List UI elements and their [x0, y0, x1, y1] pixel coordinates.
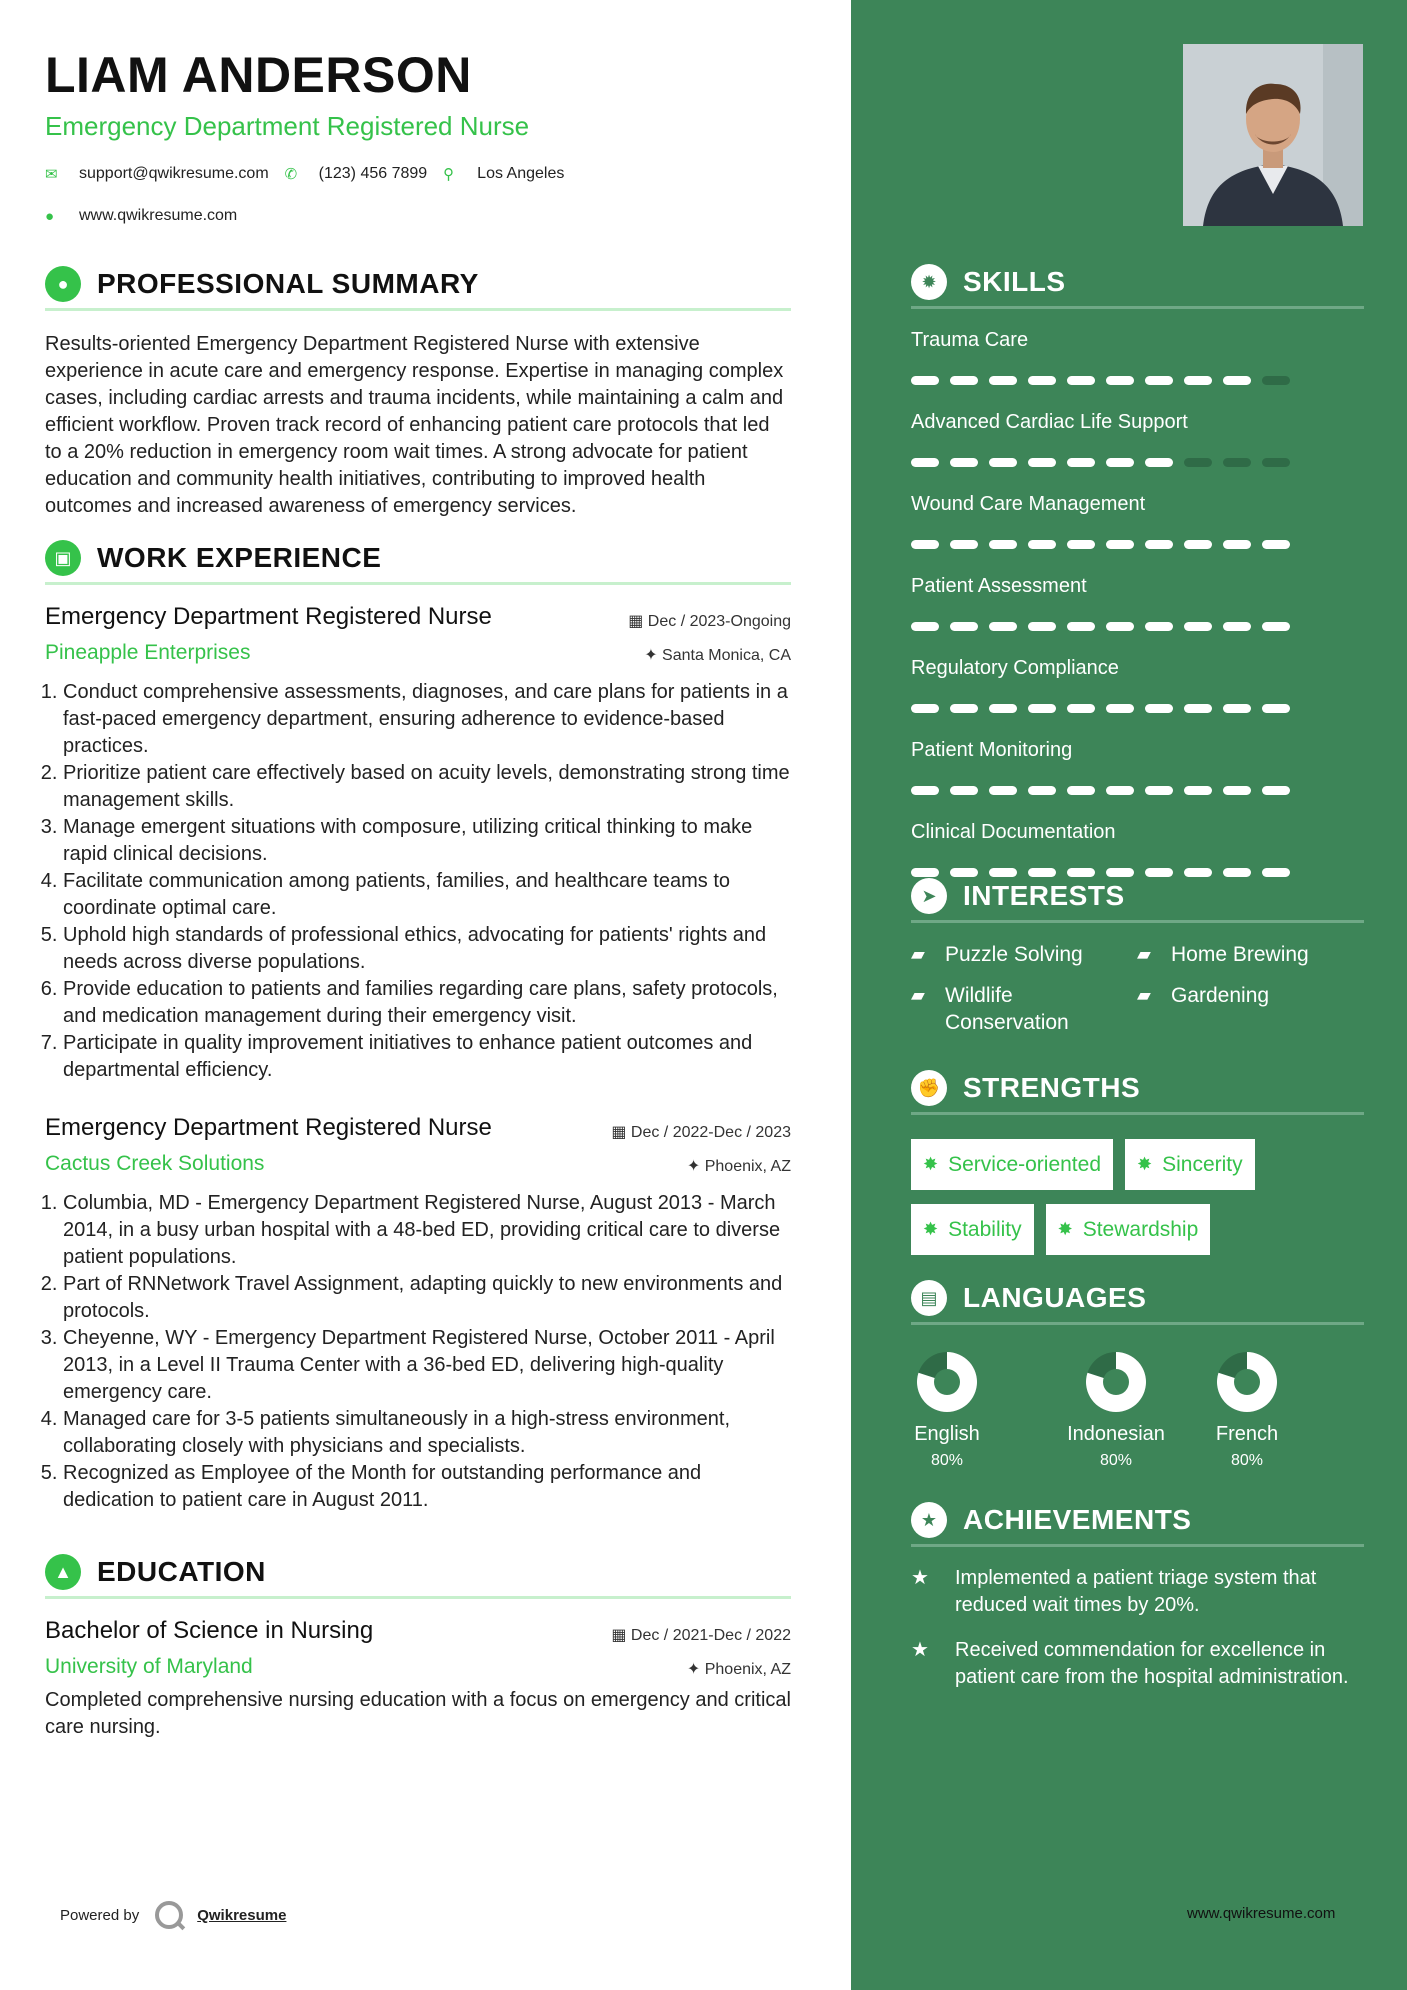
skill-name: Wound Care Management [911, 493, 1146, 515]
skill-name: Clinical Documentation [911, 821, 1116, 843]
skill-name: Advanced Cardiac Life Support [911, 411, 1188, 433]
donut-hole [1234, 1369, 1260, 1395]
language-donut [1083, 1349, 1149, 1415]
skill-item [911, 329, 1364, 385]
skill-level-bar [911, 868, 1364, 877]
skill-dash [989, 622, 1017, 631]
skill-item [911, 575, 1364, 631]
contact-info-row2 [45, 204, 805, 228]
graduation-cap-icon: ▲ [45, 1554, 81, 1590]
paper-plane-icon: ➤ [911, 878, 947, 914]
skill-item [911, 493, 1364, 549]
strengths-header [911, 1070, 1364, 1115]
list-item: 4. Managed care for 3-5 patients simultaneously in a high-stress environment, collaborating closely with physicians and specialists. [63, 1406, 791, 1460]
language-percent: 80% [1230, 1452, 1264, 1469]
education-location: ✦ Phoenix, AZ [686, 1661, 791, 1678]
language-item [1211, 1349, 1283, 1470]
skill-level-bar [911, 376, 1364, 385]
degree: Bachelor of Science in Nursing [45, 1617, 374, 1644]
skill-dash [989, 704, 1017, 713]
skill-dash [1223, 786, 1251, 795]
skill-dash [989, 868, 1017, 877]
list-item: 3. Manage emergent situations with composure, utilizing critical thinking to make rapid clinical decisions. [63, 814, 791, 868]
contact-phone[interactable] [285, 162, 428, 186]
strengths-list [911, 1139, 1364, 1269]
skill-name: Patient Monitoring [911, 739, 1073, 761]
language-name: French [1215, 1423, 1279, 1445]
user-icon: ● [45, 266, 81, 302]
skill-dash [1067, 786, 1095, 795]
skill-dash [1223, 540, 1251, 549]
skill-dash [1067, 704, 1095, 713]
education-header [45, 1554, 791, 1599]
skill-dash [1028, 376, 1056, 385]
skill-dash [1262, 540, 1290, 549]
skill-name: Regulatory Compliance [911, 657, 1119, 679]
skill-dash [1145, 458, 1173, 467]
skill-dash [1145, 622, 1173, 631]
education-dates: ▦ Dec / 2021-Dec / 2022 [611, 1627, 791, 1644]
powered-by-label: Powered by [60, 1906, 140, 1924]
qwikresume-logo-icon [155, 1901, 183, 1929]
language-item [1061, 1349, 1171, 1470]
candidate-name: LIAM ANDERSON [45, 47, 472, 103]
skill-item [911, 411, 1364, 467]
skill-dash [1184, 458, 1212, 467]
job-1-title: Emergency Department Registered Nurse [45, 603, 492, 630]
strength-chip: ✸ Stability [911, 1204, 1034, 1255]
skill-name: Trauma Care [911, 329, 1029, 351]
contact-location [443, 162, 564, 186]
skill-dash [1184, 704, 1212, 713]
badge-icon: ✸ [923, 1154, 939, 1174]
skill-dash [1184, 376, 1212, 385]
list-item: 5. Uphold high standards of professional ethics, advocating for patients' rights and needs across diverse populations. [63, 922, 791, 976]
school: University of Maryland [45, 1655, 253, 1678]
skill-dash [911, 786, 939, 795]
language-donut [914, 1349, 980, 1415]
badge-icon: ✸ [923, 1219, 939, 1239]
skill-dash [950, 376, 978, 385]
skill-dash [989, 786, 1017, 795]
skill-dash [1028, 704, 1056, 713]
skill-dash [1223, 376, 1251, 385]
languages-list [911, 1349, 1364, 1470]
skill-dash [911, 458, 939, 467]
job-1-company: Pineapple Enterprises [45, 641, 251, 664]
languages-section [911, 1280, 1364, 1470]
skill-level-bar [911, 540, 1364, 549]
strengths-title: STRENGTHS [963, 1072, 1141, 1103]
achievement-item: ★ Received commendation for excellence in patient care from the hospital administration. [911, 1637, 1364, 1691]
job-2-dates: ▦ Dec / 2022-Dec / 2023 [611, 1124, 791, 1141]
job-1-bullets [45, 679, 791, 1084]
calendar-icon: ▦ [611, 1627, 631, 1644]
interests-header [911, 878, 1364, 923]
candidate-role: Emergency Department Registered Nurse [45, 111, 530, 141]
interest-item: ▰ Puzzle Solving [911, 943, 1083, 966]
phone-text: (123) 456 7899 [318, 165, 428, 182]
phone-icon: ✆ [284, 166, 298, 183]
skill-name: Patient Assessment [911, 575, 1087, 597]
skill-dash [1106, 786, 1134, 795]
skill-dash [1145, 376, 1173, 385]
skill-dash [1028, 458, 1056, 467]
job-2-bullets [45, 1190, 791, 1514]
education-entry [45, 1617, 791, 1741]
skill-dash [1106, 458, 1134, 467]
badge-icon: ✸ [1137, 1154, 1153, 1174]
contact-email[interactable] [45, 162, 269, 186]
skill-level-bar [911, 786, 1364, 795]
strength-chip: ✸ Service-oriented [911, 1139, 1113, 1190]
skill-dash [911, 868, 939, 877]
language-item [911, 1349, 983, 1470]
skill-item [911, 739, 1364, 795]
summary-header [45, 266, 791, 311]
skill-dash [1223, 704, 1251, 713]
language-name: English [914, 1423, 980, 1445]
skill-level-bar [911, 458, 1364, 467]
skill-dash [1262, 868, 1290, 877]
list-item: 5. Recognized as Employee of the Month for outstanding performance and dedication to patient care in August 2011. [63, 1460, 791, 1514]
map-pin-icon: ⚲ [443, 166, 455, 183]
education-title: EDUCATION [97, 1556, 266, 1587]
skill-dash [1262, 622, 1290, 631]
skill-dash [1223, 458, 1251, 467]
skill-dash [1262, 376, 1290, 385]
skill-dash [1184, 868, 1212, 877]
skill-dash [950, 458, 978, 467]
skill-item [911, 657, 1364, 713]
job-1 [45, 603, 791, 1084]
profile-photo [1183, 44, 1363, 226]
contact-website[interactable] [45, 204, 237, 228]
location-text: Los Angeles [477, 165, 565, 182]
skill-dash [1106, 622, 1134, 631]
skill-dash [1067, 376, 1095, 385]
skill-dash [1262, 704, 1290, 713]
interests-section [911, 878, 1364, 1036]
summary-text: Results-oriented Emergency Department Registered Nurse with extensive experience in acute care and emergency response. Expertise in managing complex cases, including cardiac arrests and trauma incidents, while maintaining a calm and efficient workflow. Proven track record of enhancing patient care protocols that led to a 20% reduction in emergency room wait times. A strong advocate for patient education and community health initiatives, contributing to improved health outcomes and increased awareness of emergency services. [45, 333, 784, 517]
skill-dash [1106, 540, 1134, 549]
skill-dash [1028, 868, 1056, 877]
job-2-location: ✦ Phoenix, AZ [686, 1158, 791, 1175]
skill-dash [1067, 540, 1095, 549]
language-percent: 80% [1099, 1452, 1133, 1469]
star-badge-icon: ★ [911, 1502, 947, 1538]
language-percent: 80% [930, 1452, 964, 1469]
briefcase-icon: ▣ [45, 540, 81, 576]
email-text: support@qwikresume.com [79, 165, 269, 182]
skill-dash [950, 540, 978, 549]
envelope-icon: ✉ [45, 166, 58, 183]
book-icon: ▰ [911, 985, 925, 1005]
calendar-icon: ▦ [628, 613, 648, 630]
list-item: 1. Conduct comprehensive assessments, diagnoses, and care plans for patients in a fast-paced emergency department, ensuring adherence to evidence-based practices. [63, 679, 791, 760]
pin-icon: ✦ [686, 1661, 705, 1678]
list-item: 3. Cheyenne, WY - Emergency Department Registered Nurse, October 2011 - April 2013, in a Level II Trauma Center with a 36-bed ED, delivering high-quality emergency care. [63, 1325, 791, 1406]
list-item: 1. Columbia, MD - Emergency Department Registered Nurse, August 2013 - March 2014, in a busy urban hospital with a 48-bed ED, providing critical care to diverse patient populations. [63, 1190, 791, 1271]
skill-dash [1223, 868, 1251, 877]
right-column [851, 0, 1407, 1990]
skill-dash [1067, 622, 1095, 631]
badge-icon: ✸ [1057, 1219, 1073, 1239]
lightbulb-icon: ✹ [911, 264, 947, 300]
interest-item: ▰ Home Brewing [1137, 943, 1309, 966]
skill-dash [950, 786, 978, 795]
languages-title: LANGUAGES [963, 1282, 1147, 1313]
book-icon: ▰ [1137, 985, 1151, 1005]
skill-dash [1184, 622, 1212, 631]
skill-dash [1067, 868, 1095, 877]
education-text: Completed comprehensive nursing education with a focus on emergency and critical care nursing. [45, 1689, 791, 1738]
skill-dash [989, 540, 1017, 549]
skill-dash [911, 704, 939, 713]
skills-section [911, 264, 1364, 903]
experience-header [45, 540, 791, 585]
job-1-dates: ▦ Dec / 2023-Ongoing [628, 613, 791, 630]
skill-dash [1028, 622, 1056, 631]
star-icon: ★ [911, 1639, 929, 1661]
skills-title: SKILLS [963, 266, 1066, 297]
skill-dash [1145, 868, 1173, 877]
powered-by [60, 1901, 286, 1929]
interests-title: INTERESTS [963, 880, 1125, 911]
skill-dash [989, 458, 1017, 467]
achievement-item: ★ Implemented a patient triage system that reduced wait times by 20%. [911, 1565, 1364, 1619]
strength-chip: ✸ Stewardship [1046, 1204, 1211, 1255]
globe-icon: ● [45, 207, 55, 225]
donut-hole [934, 1369, 960, 1395]
experience-title: WORK EXPERIENCE [97, 542, 382, 573]
id-card-icon: ▤ [911, 1280, 947, 1316]
skill-dash [1028, 540, 1056, 549]
book-icon: ▰ [1137, 944, 1151, 964]
languages-header [911, 1280, 1364, 1325]
job-1-location: ✦ Santa Monica, CA [644, 647, 791, 664]
skill-dash [1184, 786, 1212, 795]
skill-dash [1145, 540, 1173, 549]
skill-dash [1106, 704, 1134, 713]
skill-item [911, 821, 1364, 877]
skill-dash [1145, 786, 1173, 795]
fist-icon: ✊ [911, 1070, 947, 1106]
skills-header [911, 264, 1364, 309]
language-name: Indonesian [1067, 1423, 1165, 1445]
skill-dash [1262, 786, 1290, 795]
skill-dash [950, 622, 978, 631]
skill-level-bar [911, 704, 1364, 713]
skills-list [911, 329, 1364, 877]
book-icon: ▰ [911, 944, 925, 964]
interest-item: ▰ Wildlife Conservation [911, 984, 1069, 1034]
interest-item: ▰ Gardening [1137, 982, 1363, 1036]
skill-level-bar [911, 622, 1364, 631]
achievements-section [911, 1502, 1364, 1691]
qwikresume-link[interactable]: Qwikresume [197, 1906, 287, 1924]
list-item: 2. Prioritize patient care effectively based on acuity levels, demonstrating strong time management skills. [63, 760, 791, 814]
strengths-section [911, 1070, 1364, 1269]
skill-dash [1028, 786, 1056, 795]
skill-dash [1067, 458, 1095, 467]
job-2-title: Emergency Department Registered Nurse [45, 1114, 492, 1141]
language-donut [1214, 1349, 1280, 1415]
interests-list [911, 941, 1364, 1036]
footer-site[interactable]: www.qwikresume.com [1187, 1905, 1336, 1922]
skill-dash [911, 540, 939, 549]
pin-icon: ✦ [644, 647, 663, 664]
contact-info [45, 162, 805, 186]
list-item: 2. Part of RNNetwork Travel Assignment, adapting quickly to new environments and protocols. [63, 1271, 791, 1325]
achievements-title: ACHIEVEMENTS [963, 1504, 1192, 1535]
skill-dash [989, 376, 1017, 385]
strength-chip: ✸ Sincerity [1125, 1139, 1255, 1190]
star-icon: ★ [911, 1567, 929, 1589]
achievements-header [911, 1502, 1364, 1547]
skill-dash [1145, 704, 1173, 713]
skill-dash [911, 376, 939, 385]
skill-dash [1262, 458, 1290, 467]
skill-dash [950, 868, 978, 877]
job-2 [45, 1114, 791, 1514]
skill-dash [1184, 540, 1212, 549]
pin-icon: ✦ [686, 1158, 705, 1175]
skill-dash [911, 622, 939, 631]
calendar-icon: ▦ [611, 1124, 631, 1141]
list-item: 4. Facilitate communication among patients, families, and healthcare teams to coordinate optimal care. [63, 868, 791, 922]
website-text: www.qwikresume.com [79, 207, 238, 224]
donut-hole [1103, 1369, 1129, 1395]
skill-dash [950, 704, 978, 713]
skill-dash [1106, 376, 1134, 385]
skill-dash [1106, 868, 1134, 877]
list-item: 7. Participate in quality improvement initiatives to enhance patient outcomes and departmental efficiency. [63, 1030, 791, 1084]
list-item: 6. Provide education to patients and families regarding care plans, safety protocols, and medication management during their emergency visit. [63, 976, 791, 1030]
summary-title: PROFESSIONAL SUMMARY [97, 268, 479, 299]
skill-dash [1223, 622, 1251, 631]
job-2-company: Cactus Creek Solutions [45, 1152, 265, 1175]
